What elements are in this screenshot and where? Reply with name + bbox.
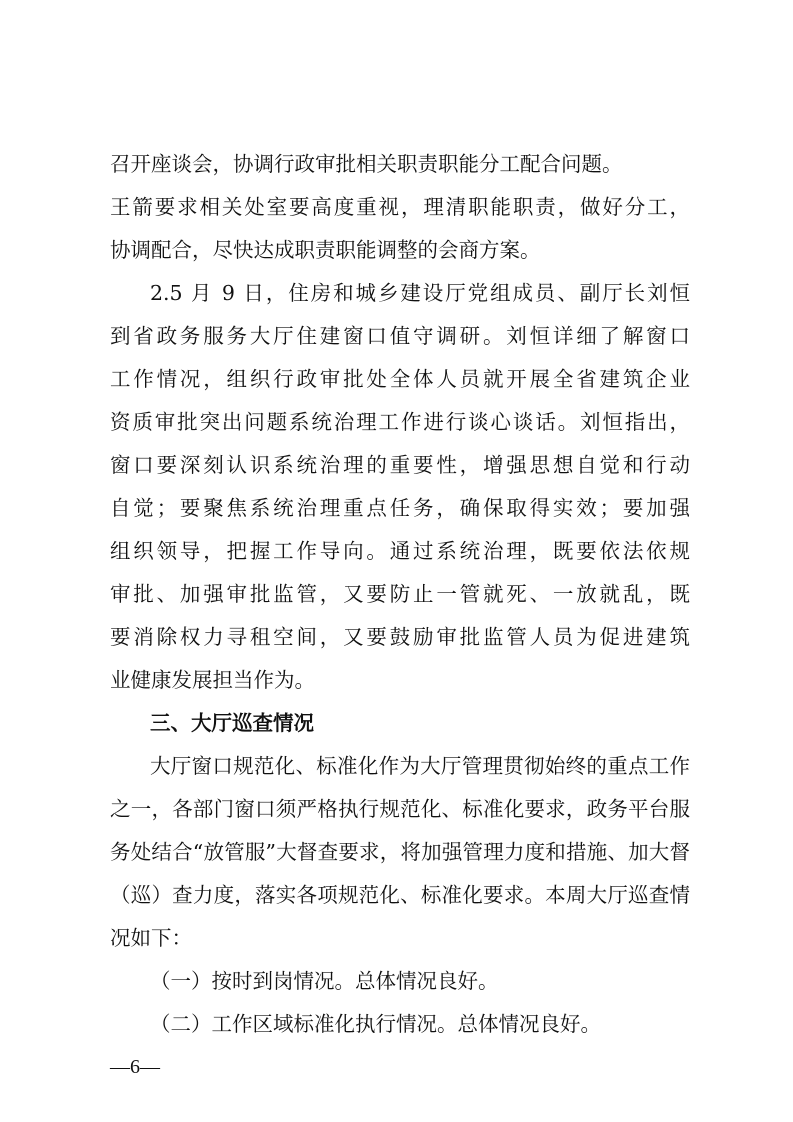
subsection-line: （一）按时到岗情况。总体情况良好。 [150, 969, 499, 993]
paragraph-line: 组织领导，把握工作导向。通过系统治理，既要依法依规 [110, 539, 690, 563]
paragraph-line: 务处结合“放管服”大督查要求，将加强管理力度和措施、加大督 [110, 840, 690, 864]
subsection-line: （二）工作区域标准化执行情况。总体情况良好。 [150, 1012, 601, 1036]
paragraph-line: 窗口要深刻认识系统治理的重要性，增强思想自觉和行动 [110, 453, 690, 477]
paragraph-line: 大厅窗口规范化、标准化作为大厅管理贯彻始终的重点工作 [150, 754, 690, 778]
section-heading: 三、大厅巡查情况 [150, 711, 314, 735]
paragraph-line: 2.5 月 9 日，住房和城乡建设厅党组成员、副厅长刘恒 [150, 281, 690, 305]
paragraph-line: 审批、加强审批监管，又要防止一管就死、一放就乱，既 [110, 582, 690, 606]
paragraph-line: 到省政务服务大厅住建窗口值守调研。刘恒详细了解窗口 [110, 324, 690, 348]
paragraph-line: 王箭要求相关处室要高度重视，理清职能职责，做好分工， [110, 195, 690, 219]
page-number: —6— [110, 1056, 160, 1078]
paragraph-line: 召开座谈会，协调行政审批相关职责职能分工配合问题。 [110, 152, 623, 176]
paragraph-line: （巡）查力度，落实各项规范化、标准化要求。本周大厅巡查情 [110, 883, 690, 907]
paragraph-line: 工作情况，组织行政审批处全体人员就开展全省建筑企业 [110, 367, 690, 391]
paragraph-line: 资质审批突出问题系统治理工作进行谈心谈话。刘恒指出， [110, 410, 690, 434]
paragraph-line: 况如下： [110, 926, 192, 950]
paragraph-line: 之一，各部门窗口须严格执行规范化、标准化要求，政务平台服 [110, 797, 690, 821]
paragraph-line: 要消除权力寻租空间，又要鼓励审批监管人员为促进建筑 [110, 625, 690, 649]
paragraph-line: 自觉；要聚焦系统治理重点任务，确保取得实效；要加强 [110, 496, 690, 520]
paragraph-line: 协调配合，尽快达成职责职能调整的会商方案。 [110, 238, 541, 262]
paragraph-line: 业健康发展担当作为。 [110, 668, 315, 692]
